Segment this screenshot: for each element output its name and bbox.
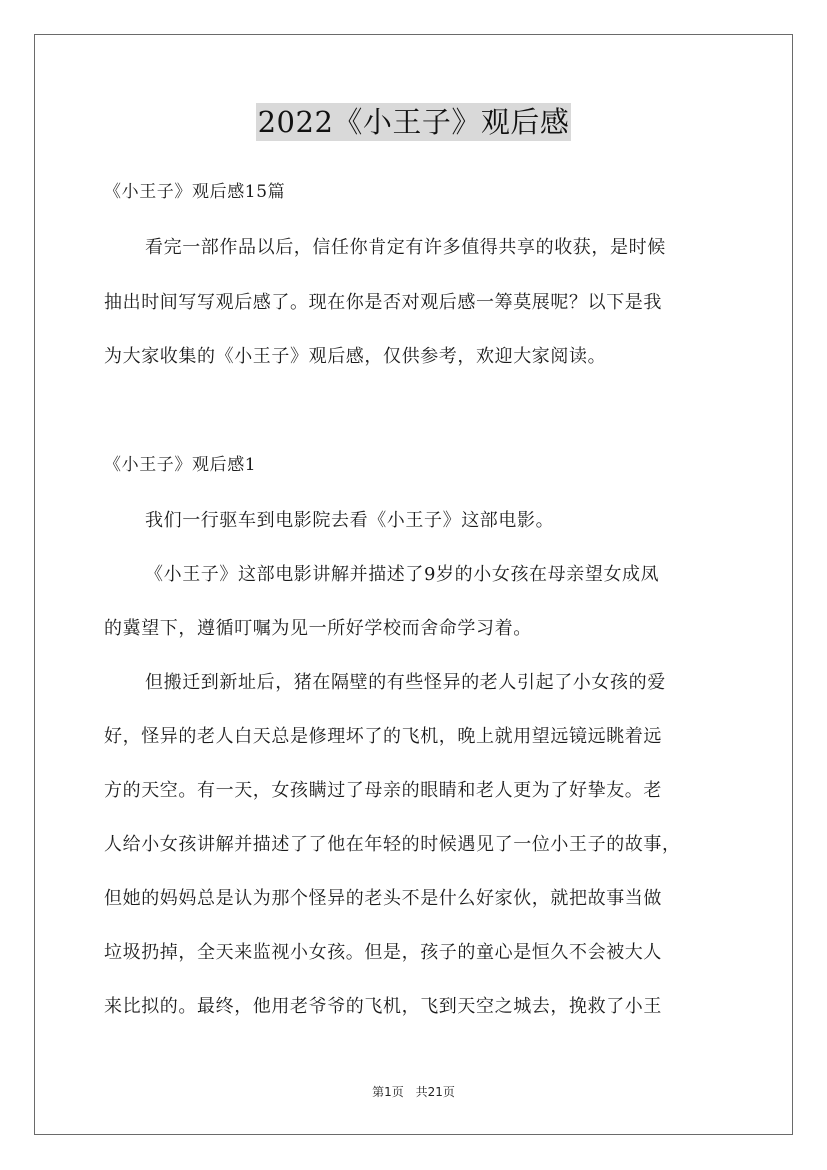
document-title: 2022《小王子》观后感 bbox=[257, 105, 570, 139]
page-number: 第1页 bbox=[372, 1085, 404, 1099]
body-line-5: 好，怪异的老人白天总是修理坏了的飞机，晚上就用望远镜远眺着远 bbox=[104, 726, 662, 747]
subtitle: 《小王子》观后感15篇 bbox=[104, 182, 286, 202]
page-footer bbox=[0, 1083, 827, 1100]
title-container bbox=[0, 103, 827, 141]
section-heading: 《小王子》观后感1 bbox=[104, 455, 257, 475]
intro-line-3: 为大家收集的《小王子》观后感，仅供参考，欢迎大家阅读。 bbox=[104, 346, 607, 367]
body-line-4: 但搬迁到新址后，猪在隔壁的有些怪异的老人引起了小女孩的爱 bbox=[145, 672, 666, 693]
body-line-9: 垃圾扔掉，全天来监视小女孩。但是，孩子的童心是恒久不会被大人 bbox=[104, 942, 662, 963]
body-line-1: 我们一行驱车到电影院去看《小王子》这部电影。 bbox=[145, 510, 555, 531]
body-line-10: 来比拟的。最终，他用老爷爷的飞机，飞到天空之城去，挽救了小王 bbox=[104, 996, 662, 1017]
body-line-8: 但她的妈妈总是认为那个怪异的老头不是什么好家伙，就把故事当做 bbox=[104, 888, 662, 909]
page-total: 共21页 bbox=[415, 1085, 455, 1099]
intro-line-2: 抽出时间写写观后感了。现在你是否对观后感一筹莫展呢？以下是我 bbox=[104, 292, 662, 313]
body-line-6: 方的天空。有一天，女孩瞒过了母亲的眼睛和老人更为了好挚友。老 bbox=[104, 780, 662, 801]
body-line-2: 《小王子》这部电影讲解并描述了9岁的小女孩在母亲望女成凤 bbox=[145, 564, 660, 585]
intro-line-1: 看完一部作品以后，信任你肯定有许多值得共享的收获，是时候 bbox=[145, 237, 666, 258]
body-line-3: 的冀望下，遵循叮嘱为见一所好学校而舍命学习着。 bbox=[104, 618, 532, 639]
body-line-7: 人给小女孩讲解并描述了了他在年轻的时候遇见了一位小王子的故事， bbox=[104, 834, 681, 855]
